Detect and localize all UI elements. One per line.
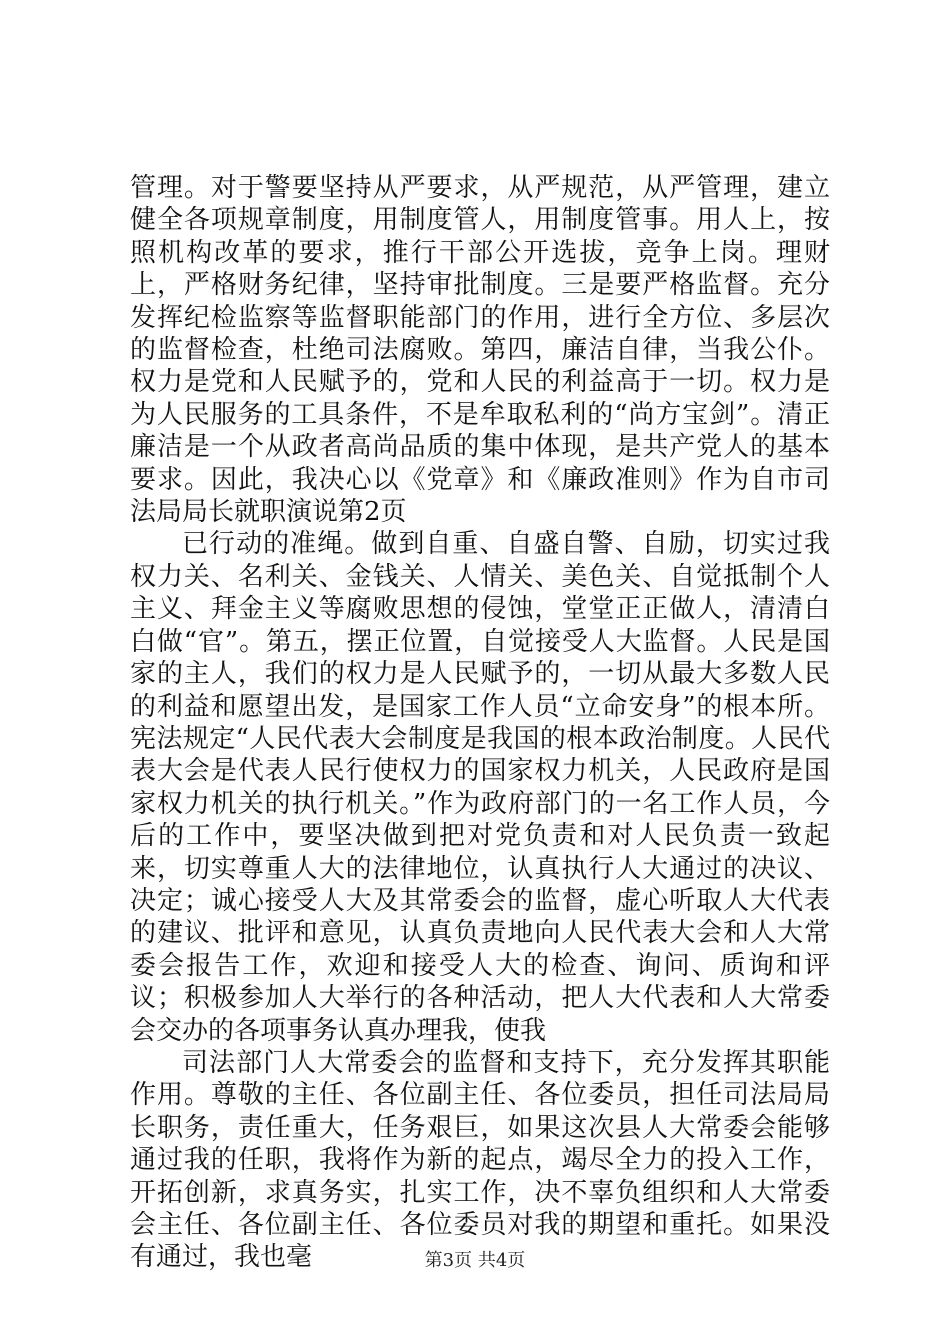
paragraph-2: 已行动的准绳。做到自重、自盛自警、自励，切实过我权力关、名利关、金钱关、人情关、美色关、自觉抵制个人主义、拜金主义等腐败思想的侵蚀，堂堂正正做人，清清白白做“官”。第五，摆正位置，自觉接受人大监督。人民是国家的主人，我们的权力是人民赋予的，一切从最大多数人民的利益和愿望出发，是国家工作人员“立命安身”的根本所。宪法规定“人民代表大会制度是我国的根本政治制度。人民代表大会是代表人民行使权力的国家权力机关，人民政府是国家权力机关的执行机关。”作为政府部门的一名工作人员，今后的工作中，要坚决做到把对党负责和对人民负责一致起来，切实尊重人大的法律地位，认真执行人大通过的决议、决定；诚心接受人大及其常委会的监督，虚心听取人大代表的建议、批评和意见，认真负责地向人民代表大会和人大常委会报告工作，欢迎和接受人大的检查、询问、质询和评议；积极参加人大举行的各种活动，把人大代表和人大常委会交办的各项事务认真办理我，使我 <box>130 529 830 1046</box>
paragraph-3: 司法部门人大常委会的监督和支持下，充分发挥其职能作用。尊敬的主任、各位副主任、各位委员，担任司法局局长职务，责任重大，任务艰巨，如果这次县人大常委会能够通过我的任职，我将作为新的起点，竭尽全力的投入工作，开拓创新，求真务实，扎实工作，决不辜负组织和人大常委会主任、各位副主任、各位委员对我的期望和重托。如果没有通过，我也毫 <box>130 1047 830 1273</box>
paragraph-1: 管理。对于警要坚持从严要求，从严规范，从严管理，建立健全各项规章制度，用制度管人，用制度管事。用人上，按照机构改革的要求，推行干部公开选拔，竞争上岗。理财上，严格财务纪律，坚持审批制度。三是要严格监督。充分发挥纪检监察等监督职能部门的作用，进行全方位、多层次的监督检查，杜绝司法腐败。第四，廉洁自律，当我公仆。权力是党和人民赋予的，党和人民的利益高于一切。权力是为人民服务的工具条件，不是牟取私利的“尚方宝剑”。清正廉洁是一个从政者高尚品质的集中体现，是共产党人的基本要求。因此，我决心以《党章》和《廉政准则》作为自市司法局局长就职演说第2页 <box>130 173 830 528</box>
document-body <box>130 172 830 1274</box>
page-footer: 第3页 共4页 <box>424 1250 526 1271</box>
